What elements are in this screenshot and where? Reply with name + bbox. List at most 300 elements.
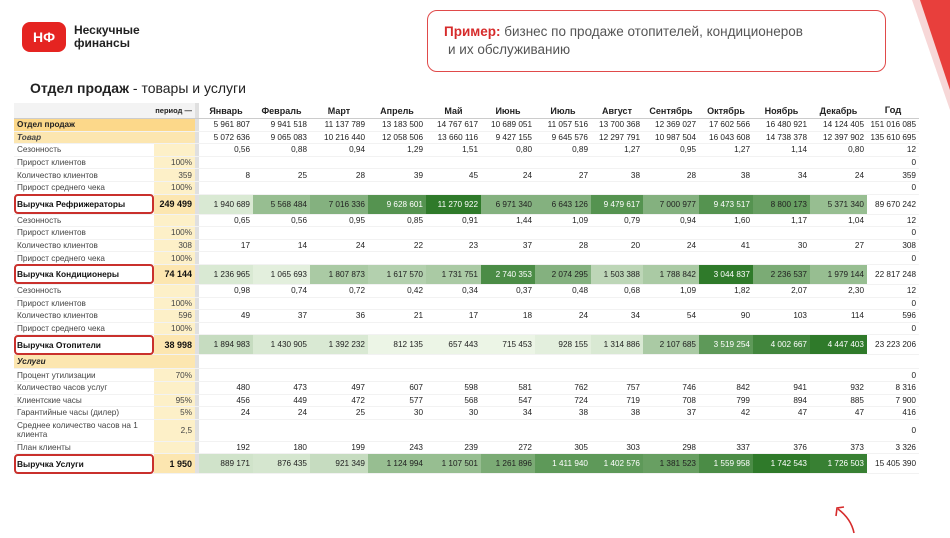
value-cell bbox=[591, 181, 643, 194]
year-total-cell: 0 bbox=[867, 322, 919, 335]
table-row bbox=[14, 355, 919, 369]
value-cell: 14 124 405 bbox=[810, 119, 867, 132]
value-cell: 1,14 bbox=[753, 144, 810, 157]
month-header: Июнь bbox=[481, 103, 535, 119]
row-label: Сезонность bbox=[14, 214, 154, 227]
value-cell: 45 bbox=[426, 169, 481, 182]
value-cell: 38 bbox=[591, 169, 643, 182]
value-cell bbox=[199, 297, 253, 310]
value-cell: 11 270 922 bbox=[426, 194, 481, 214]
year-total-cell: 22 817 248 bbox=[867, 264, 919, 284]
value-cell bbox=[368, 181, 426, 194]
value-cell: 5 961 807 bbox=[199, 119, 253, 132]
value-cell: 0,65 bbox=[199, 214, 253, 227]
value-cell: 6 971 340 bbox=[481, 194, 535, 214]
value-cell: 0,95 bbox=[310, 214, 368, 227]
logo-name-line1: Нескучные bbox=[74, 23, 140, 37]
value-cell: 103 bbox=[753, 310, 810, 323]
value-cell: 1 065 693 bbox=[253, 264, 310, 284]
value-cell: 17 bbox=[426, 310, 481, 323]
value-cell: 568 bbox=[426, 394, 481, 407]
value-cell: 28 bbox=[310, 169, 368, 182]
value-cell: 3 519 254 bbox=[699, 335, 753, 355]
value-cell: 12 297 791 bbox=[591, 131, 643, 144]
row-parameter: 100% bbox=[154, 156, 195, 169]
table-row bbox=[14, 214, 919, 227]
value-cell bbox=[199, 181, 253, 194]
value-cell bbox=[253, 369, 310, 382]
value-cell: 0,48 bbox=[535, 284, 591, 297]
row-label: Отдел продаж bbox=[14, 119, 154, 132]
value-cell: 1 788 842 bbox=[643, 264, 699, 284]
value-cell bbox=[810, 419, 867, 441]
value-cell: 842 bbox=[699, 381, 753, 394]
year-total-cell: 416 bbox=[867, 407, 919, 420]
row-label: Прирост клиентов bbox=[14, 156, 154, 169]
row-parameter: 74 144 bbox=[154, 264, 195, 284]
value-cell: 0,95 bbox=[643, 144, 699, 157]
value-cell bbox=[481, 369, 535, 382]
value-cell bbox=[253, 355, 310, 369]
value-cell: 724 bbox=[535, 394, 591, 407]
value-cell: 1 236 965 bbox=[199, 264, 253, 284]
value-cell bbox=[699, 297, 753, 310]
value-cell: 762 bbox=[535, 381, 591, 394]
value-cell bbox=[643, 297, 699, 310]
value-cell bbox=[481, 227, 535, 240]
page-title bbox=[30, 80, 246, 96]
value-cell: 10 216 440 bbox=[310, 131, 368, 144]
year-total-cell: 23 223 206 bbox=[867, 335, 919, 355]
value-cell bbox=[481, 252, 535, 265]
row-label: Услуги bbox=[14, 355, 154, 369]
table-row bbox=[14, 407, 919, 420]
row-label: Среднее количество часов на 1 клиента bbox=[14, 419, 154, 441]
row-parameter: 38 998 bbox=[154, 335, 195, 355]
year-total-cell: 151 016 085 bbox=[867, 119, 919, 132]
value-cell: 928 155 bbox=[535, 335, 591, 355]
row-parameter: 100% bbox=[154, 322, 195, 335]
year-total-cell bbox=[867, 355, 919, 369]
value-cell: 0,42 bbox=[368, 284, 426, 297]
value-cell: 1,04 bbox=[810, 214, 867, 227]
value-cell: 180 bbox=[253, 441, 310, 454]
value-cell: 0,85 bbox=[368, 214, 426, 227]
value-cell bbox=[753, 369, 810, 382]
row-label: Прирост среднего чека bbox=[14, 322, 154, 335]
row-parameter: 70% bbox=[154, 369, 195, 382]
value-cell bbox=[368, 419, 426, 441]
row-parameter: 100% bbox=[154, 227, 195, 240]
value-cell: 39 bbox=[368, 169, 426, 182]
value-cell: 1,51 bbox=[426, 144, 481, 157]
table-row bbox=[14, 394, 919, 407]
value-cell: 28 bbox=[535, 239, 591, 252]
value-cell: 746 bbox=[643, 381, 699, 394]
value-cell: 1 726 503 bbox=[810, 454, 867, 474]
value-cell bbox=[535, 297, 591, 310]
year-total-cell: 135 610 695 bbox=[867, 131, 919, 144]
value-cell: 10 689 051 bbox=[481, 119, 535, 132]
value-cell bbox=[253, 419, 310, 441]
value-cell bbox=[426, 369, 481, 382]
value-cell: 876 435 bbox=[253, 454, 310, 474]
value-cell: 376 bbox=[753, 441, 810, 454]
value-cell: 1,27 bbox=[591, 144, 643, 157]
value-cell: 4 447 403 bbox=[810, 335, 867, 355]
value-cell: 9 473 517 bbox=[699, 194, 753, 214]
row-label: Количество клиентов bbox=[14, 239, 154, 252]
value-cell: 24 bbox=[310, 239, 368, 252]
example-highlight: Пример: bbox=[444, 24, 501, 39]
value-cell: 24 bbox=[199, 407, 253, 420]
value-cell: 1 314 886 bbox=[591, 335, 643, 355]
value-cell: 1 124 994 bbox=[368, 454, 426, 474]
value-cell: 0,80 bbox=[810, 144, 867, 157]
value-cell bbox=[591, 322, 643, 335]
value-cell bbox=[535, 252, 591, 265]
table-row bbox=[14, 441, 919, 454]
value-cell: 243 bbox=[368, 441, 426, 454]
value-cell: 24 bbox=[810, 169, 867, 182]
value-cell: 1 807 873 bbox=[310, 264, 368, 284]
value-cell: 38 bbox=[591, 407, 643, 420]
value-cell: 24 bbox=[481, 169, 535, 182]
value-cell: 581 bbox=[481, 381, 535, 394]
value-cell: 298 bbox=[643, 441, 699, 454]
value-cell: 25 bbox=[253, 169, 310, 182]
value-cell bbox=[810, 181, 867, 194]
value-cell: 37 bbox=[643, 407, 699, 420]
value-cell bbox=[591, 252, 643, 265]
year-total-cell: 596 bbox=[867, 310, 919, 323]
value-cell: 9 427 155 bbox=[481, 131, 535, 144]
year-total-cell: 89 670 242 bbox=[867, 194, 919, 214]
value-cell bbox=[199, 419, 253, 441]
year-total-cell: 12 bbox=[867, 284, 919, 297]
row-label: Прирост среднего чека bbox=[14, 252, 154, 265]
value-cell: 47 bbox=[753, 407, 810, 420]
value-cell bbox=[699, 355, 753, 369]
value-cell bbox=[591, 355, 643, 369]
value-cell: 715 453 bbox=[481, 335, 535, 355]
table-row bbox=[14, 119, 919, 132]
row-label: Клиентские часы bbox=[14, 394, 154, 407]
table-row bbox=[14, 297, 919, 310]
row-label: Прирост среднего чека bbox=[14, 181, 154, 194]
value-cell bbox=[253, 156, 310, 169]
value-cell: 37 bbox=[481, 239, 535, 252]
value-cell bbox=[426, 419, 481, 441]
value-cell: 34 bbox=[753, 169, 810, 182]
logo-name-line2: финансы bbox=[74, 36, 130, 50]
value-cell bbox=[253, 252, 310, 265]
value-cell bbox=[481, 181, 535, 194]
year-total-cell: 0 bbox=[867, 227, 919, 240]
row-parameter bbox=[154, 119, 195, 132]
page-title-bold: Отдел продаж bbox=[30, 80, 129, 96]
value-cell: 0,94 bbox=[643, 214, 699, 227]
row-label: Количество часов услуг bbox=[14, 381, 154, 394]
value-cell: 921 349 bbox=[310, 454, 368, 474]
value-cell: 932 bbox=[810, 381, 867, 394]
slide-corner-decoration bbox=[912, 0, 950, 110]
value-cell: 1 381 523 bbox=[643, 454, 699, 474]
value-cell bbox=[310, 156, 368, 169]
table-row bbox=[14, 239, 919, 252]
value-cell: 272 bbox=[481, 441, 535, 454]
row-label: Процент утилизации bbox=[14, 369, 154, 382]
value-cell: 17 bbox=[199, 239, 253, 252]
value-cell: 5 371 340 bbox=[810, 194, 867, 214]
value-cell: 607 bbox=[368, 381, 426, 394]
value-cell bbox=[810, 322, 867, 335]
value-cell: 1 503 388 bbox=[591, 264, 643, 284]
value-cell: 27 bbox=[810, 239, 867, 252]
month-header: Ноябрь bbox=[753, 103, 810, 119]
value-cell: 192 bbox=[199, 441, 253, 454]
value-cell bbox=[253, 297, 310, 310]
value-cell: 1 107 501 bbox=[426, 454, 481, 474]
value-cell bbox=[535, 156, 591, 169]
value-cell: 1 402 576 bbox=[591, 454, 643, 474]
revenue-highlight-outline bbox=[14, 194, 154, 214]
value-cell: 472 bbox=[310, 394, 368, 407]
row-parameter: 1 950 bbox=[154, 454, 195, 474]
year-total-cell: 3 326 bbox=[867, 441, 919, 454]
value-cell bbox=[643, 369, 699, 382]
row-parameter: 249 499 bbox=[154, 194, 195, 214]
row-label: Товар bbox=[14, 131, 154, 144]
value-cell: 1 411 940 bbox=[535, 454, 591, 474]
logo-badge: НФ bbox=[22, 22, 66, 52]
value-cell: 14 767 617 bbox=[426, 119, 481, 132]
value-cell: 2 074 295 bbox=[535, 264, 591, 284]
value-cell: 480 bbox=[199, 381, 253, 394]
row-parameter: 359 bbox=[154, 169, 195, 182]
row-parameter bbox=[154, 441, 195, 454]
value-cell bbox=[643, 252, 699, 265]
year-header: Год bbox=[867, 103, 919, 119]
value-cell: 17 602 566 bbox=[699, 119, 753, 132]
example-callout bbox=[427, 10, 886, 72]
row-label: Выручка Рефрижераторы bbox=[14, 194, 154, 214]
value-cell bbox=[643, 355, 699, 369]
value-cell: 1,60 bbox=[699, 214, 753, 227]
value-cell: 1 430 905 bbox=[253, 335, 310, 355]
value-cell: 456 bbox=[199, 394, 253, 407]
value-cell: 1 392 232 bbox=[310, 335, 368, 355]
value-cell bbox=[643, 156, 699, 169]
value-cell bbox=[591, 156, 643, 169]
value-cell: 4 002 667 bbox=[753, 335, 810, 355]
table-row bbox=[14, 284, 919, 297]
value-cell: 30 bbox=[426, 407, 481, 420]
value-cell: 16 480 921 bbox=[753, 119, 810, 132]
table-row bbox=[14, 156, 919, 169]
value-cell: 1 261 896 bbox=[481, 454, 535, 474]
value-cell bbox=[310, 322, 368, 335]
value-cell: 0,88 bbox=[253, 144, 310, 157]
value-cell bbox=[481, 297, 535, 310]
value-cell bbox=[426, 252, 481, 265]
value-cell bbox=[199, 369, 253, 382]
value-cell bbox=[310, 181, 368, 194]
value-cell bbox=[753, 322, 810, 335]
value-cell: 1,82 bbox=[699, 284, 753, 297]
value-cell: 16 043 608 bbox=[699, 131, 753, 144]
value-cell: 1 940 689 bbox=[199, 194, 253, 214]
value-cell: 14 bbox=[253, 239, 310, 252]
value-cell: 1,17 bbox=[753, 214, 810, 227]
value-cell bbox=[368, 227, 426, 240]
value-cell bbox=[368, 355, 426, 369]
value-cell: 13 660 116 bbox=[426, 131, 481, 144]
value-cell: 657 443 bbox=[426, 335, 481, 355]
value-cell: 1,44 bbox=[481, 214, 535, 227]
value-cell bbox=[310, 419, 368, 441]
row-label: План клиенты bbox=[14, 441, 154, 454]
value-cell bbox=[810, 369, 867, 382]
value-cell: 2,07 bbox=[753, 284, 810, 297]
value-cell: 23 bbox=[426, 239, 481, 252]
value-cell: 9 941 518 bbox=[253, 119, 310, 132]
value-cell bbox=[810, 355, 867, 369]
value-cell: 0,79 bbox=[591, 214, 643, 227]
value-cell bbox=[426, 355, 481, 369]
value-cell: 47 bbox=[810, 407, 867, 420]
row-parameter: 5% bbox=[154, 407, 195, 420]
value-cell bbox=[368, 156, 426, 169]
row-parameter bbox=[154, 214, 195, 227]
sales-spreadsheet bbox=[14, 103, 919, 474]
year-total-cell: 308 bbox=[867, 239, 919, 252]
table-row bbox=[14, 381, 919, 394]
period-label: период — bbox=[14, 103, 195, 119]
value-cell: 9 628 601 bbox=[368, 194, 426, 214]
row-parameter: 95% bbox=[154, 394, 195, 407]
value-cell: 24 bbox=[643, 239, 699, 252]
value-cell bbox=[253, 322, 310, 335]
value-cell bbox=[591, 369, 643, 382]
value-cell: 114 bbox=[810, 310, 867, 323]
value-cell: 12 058 506 bbox=[368, 131, 426, 144]
table-row bbox=[14, 131, 919, 144]
value-cell bbox=[753, 181, 810, 194]
value-cell bbox=[426, 227, 481, 240]
value-cell: 812 135 bbox=[368, 335, 426, 355]
value-cell bbox=[426, 297, 481, 310]
header-row bbox=[14, 103, 919, 119]
value-cell: 598 bbox=[426, 381, 481, 394]
year-total-cell: 0 bbox=[867, 297, 919, 310]
value-cell bbox=[426, 181, 481, 194]
row-label: Выручка Отопители bbox=[14, 335, 154, 355]
value-cell bbox=[535, 322, 591, 335]
value-cell: 0,74 bbox=[253, 284, 310, 297]
value-cell: 0,89 bbox=[535, 144, 591, 157]
logo-name bbox=[74, 24, 154, 50]
value-cell bbox=[699, 252, 753, 265]
month-header: Март bbox=[310, 103, 368, 119]
value-cell bbox=[199, 322, 253, 335]
year-total-cell: 15 405 390 bbox=[867, 454, 919, 474]
value-cell: 239 bbox=[426, 441, 481, 454]
revenue-highlight-outline bbox=[14, 264, 154, 284]
value-cell bbox=[810, 156, 867, 169]
value-cell: 2 236 537 bbox=[753, 264, 810, 284]
row-parameter: 100% bbox=[154, 181, 195, 194]
value-cell: 22 bbox=[368, 239, 426, 252]
value-cell: 757 bbox=[591, 381, 643, 394]
table-row bbox=[14, 419, 919, 441]
value-cell: 34 bbox=[481, 407, 535, 420]
value-cell: 30 bbox=[368, 407, 426, 420]
value-cell: 37 bbox=[253, 310, 310, 323]
value-cell bbox=[753, 355, 810, 369]
value-cell: 28 bbox=[643, 169, 699, 182]
value-cell bbox=[199, 156, 253, 169]
value-cell bbox=[699, 322, 753, 335]
row-parameter: 100% bbox=[154, 252, 195, 265]
value-cell bbox=[253, 227, 310, 240]
value-cell: 7 016 336 bbox=[310, 194, 368, 214]
row-label: Количество клиентов bbox=[14, 310, 154, 323]
value-cell bbox=[368, 297, 426, 310]
value-cell: 25 bbox=[310, 407, 368, 420]
value-cell bbox=[591, 419, 643, 441]
value-cell: 0,68 bbox=[591, 284, 643, 297]
value-cell: 199 bbox=[310, 441, 368, 454]
value-cell bbox=[481, 355, 535, 369]
row-parameter: 100% bbox=[154, 297, 195, 310]
value-cell bbox=[699, 181, 753, 194]
value-cell: 5 568 484 bbox=[253, 194, 310, 214]
value-cell: 305 bbox=[535, 441, 591, 454]
value-cell bbox=[810, 252, 867, 265]
value-cell: 0,37 bbox=[481, 284, 535, 297]
value-cell: 449 bbox=[253, 394, 310, 407]
value-cell: 1 559 958 bbox=[699, 454, 753, 474]
value-cell bbox=[699, 156, 753, 169]
value-cell: 12 397 902 bbox=[810, 131, 867, 144]
value-cell: 9 065 083 bbox=[253, 131, 310, 144]
value-cell: 21 bbox=[368, 310, 426, 323]
value-cell bbox=[368, 322, 426, 335]
value-cell: 34 bbox=[591, 310, 643, 323]
value-cell: 14 738 378 bbox=[753, 131, 810, 144]
year-total-cell: 0 bbox=[867, 252, 919, 265]
example-text-line2: и их обслуживанию bbox=[448, 42, 571, 57]
value-cell bbox=[310, 355, 368, 369]
row-label: Сезонность bbox=[14, 284, 154, 297]
value-cell: 8 bbox=[199, 169, 253, 182]
value-cell: 708 bbox=[643, 394, 699, 407]
value-cell bbox=[699, 419, 753, 441]
value-cell: 7 000 977 bbox=[643, 194, 699, 214]
value-cell bbox=[481, 156, 535, 169]
row-parameter bbox=[154, 284, 195, 297]
value-cell: 0,91 bbox=[426, 214, 481, 227]
value-cell bbox=[535, 227, 591, 240]
revenue-highlight-outline bbox=[14, 335, 154, 355]
value-cell: 12 369 027 bbox=[643, 119, 699, 132]
value-cell: 799 bbox=[699, 394, 753, 407]
value-cell bbox=[753, 252, 810, 265]
row-parameter: 596 bbox=[154, 310, 195, 323]
revenue-highlight-outline bbox=[14, 454, 154, 474]
value-cell: 0,80 bbox=[481, 144, 535, 157]
